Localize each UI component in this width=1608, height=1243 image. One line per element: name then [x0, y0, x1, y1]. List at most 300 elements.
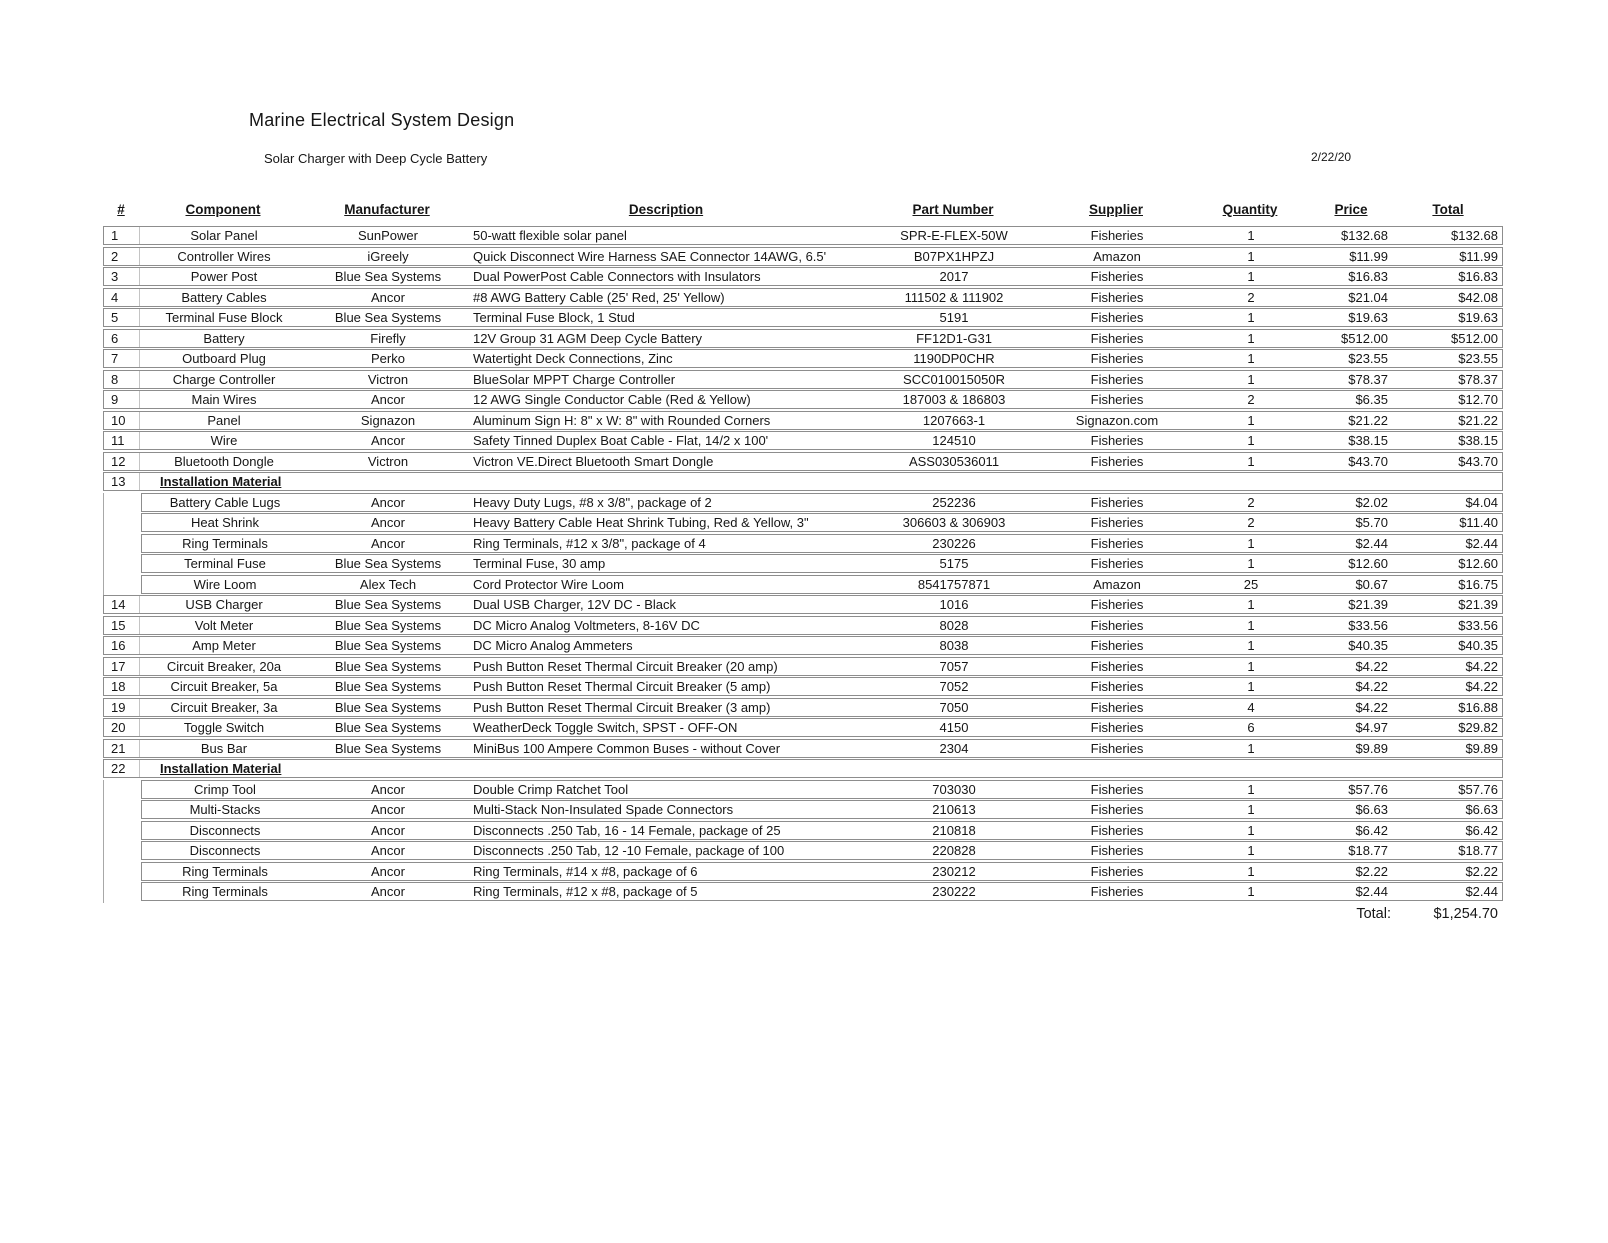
- component-cell: Bus Bar: [200, 740, 248, 756]
- supplier-cell: Fisheries: [1090, 515, 1144, 530]
- manufacturer-cell: Blue Sea Systems: [334, 740, 442, 756]
- quantity-cell: 1: [1247, 679, 1255, 694]
- manufacturer-cell: Victron: [367, 371, 409, 387]
- grand-total-label: Total:: [1356, 906, 1391, 922]
- sub-item-row: [103, 493, 1503, 512]
- supplier-cell: Fisheries: [1090, 351, 1144, 366]
- price-cell: $2.02: [1355, 494, 1388, 510]
- page-subtitle: Solar Charger with Deep Cycle Battery: [264, 151, 488, 166]
- supplier-cell: Fisheries: [1090, 392, 1144, 407]
- row-number-cell: 5: [104, 309, 140, 326]
- price-cell: $4.22: [1355, 658, 1388, 674]
- component-cell: Bluetooth Dongle: [174, 453, 274, 469]
- price-cell: $21.39: [1348, 597, 1388, 612]
- quantity-cell: 1: [1247, 228, 1255, 243]
- indent-spacer: [103, 493, 139, 514]
- price-cell: $40.35: [1348, 638, 1388, 653]
- row-number-cell: 10: [104, 412, 140, 429]
- row-number-cell: 11: [104, 432, 140, 449]
- quantity-cell: 4: [1247, 699, 1255, 715]
- manufacturer-cell: Blue Sea Systems: [334, 679, 442, 694]
- price-cell: $43.70: [1348, 453, 1388, 469]
- supplier-cell: Fisheries: [1090, 822, 1144, 838]
- table-row: [103, 677, 1503, 696]
- row-number-cell: 6: [104, 330, 140, 347]
- price-cell: $38.15: [1348, 433, 1388, 448]
- description-cell: Aluminum Sign H: 8" x W: 8" with Rounded Corners: [473, 412, 771, 428]
- column-header-number: #: [117, 201, 125, 217]
- indent-spacer: [103, 821, 139, 842]
- total-cell: $11.99: [1459, 248, 1498, 264]
- description-cell: Quick Disconnect Wire Harness SAE Connector 14AWG, 6.5': [473, 248, 827, 264]
- table-row: [103, 698, 1503, 717]
- quantity-cell: 1: [1247, 433, 1255, 448]
- supplier-cell: Fisheries: [1090, 638, 1144, 653]
- supplier-cell: Fisheries: [1090, 597, 1144, 612]
- price-cell: $4.97: [1355, 720, 1388, 735]
- total-cell: $78.37: [1458, 371, 1498, 387]
- supplier-cell: Fisheries: [1090, 781, 1144, 797]
- indent-spacer: [103, 862, 139, 883]
- total-cell: $4.04: [1465, 494, 1498, 510]
- part-number-cell: 7052: [939, 679, 969, 694]
- part-number-cell: 210613: [932, 802, 976, 817]
- total-cell: $16.83: [1458, 269, 1498, 284]
- manufacturer-cell: Ancor: [371, 433, 405, 448]
- total-cell: $33.56: [1458, 617, 1498, 633]
- quantity-cell: 1: [1247, 597, 1255, 612]
- description-cell: #8 AWG Battery Cable (25' Red, 25' Yellow): [473, 289, 725, 305]
- manufacturer-cell: Blue Sea Systems: [334, 638, 442, 653]
- row-number-cell: 7: [104, 350, 140, 367]
- manufacturer-cell: Blue Sea Systems: [334, 310, 442, 325]
- manufacturer-cell: Ancor: [371, 289, 405, 305]
- sub-item-row: [103, 841, 1503, 860]
- column-header-quantity: Quantity: [1222, 201, 1278, 217]
- sub-item-row: [103, 780, 1503, 799]
- component-cell: Heat Shrink: [191, 515, 259, 530]
- table-row: [103, 616, 1503, 635]
- price-cell: $6.35: [1355, 392, 1388, 407]
- table-row: [103, 411, 1503, 430]
- component-cell: Multi-Stacks: [189, 802, 261, 817]
- price-cell: $11.99: [1349, 248, 1388, 264]
- price-cell: $2.44: [1355, 535, 1388, 551]
- total-cell: $23.55: [1458, 351, 1498, 366]
- row-number-cell: 17: [104, 658, 140, 675]
- quantity-cell: 1: [1247, 884, 1255, 899]
- price-cell: $512.00: [1341, 330, 1388, 346]
- part-number-cell: 7050: [939, 699, 969, 715]
- table-row: [103, 349, 1503, 368]
- total-cell: $512.00: [1451, 330, 1498, 346]
- component-cell: Volt Meter: [194, 617, 254, 633]
- total-cell: $2.44: [1465, 884, 1498, 899]
- table-row: [103, 288, 1503, 307]
- supplier-cell: Amazon: [1093, 248, 1141, 264]
- description-cell: Multi-Stack Non-Insulated Spade Connectors: [473, 802, 734, 817]
- quantity-cell: 1: [1247, 310, 1255, 325]
- grand-total-value: $1,254.70: [1433, 906, 1498, 922]
- total-cell: $6.63: [1465, 802, 1498, 817]
- part-number-cell: 1016: [939, 597, 969, 612]
- column-header-manufacturer: Manufacturer: [344, 201, 430, 217]
- group-header-row: [103, 472, 1503, 491]
- table-row: [103, 452, 1503, 471]
- quantity-cell: 1: [1247, 658, 1255, 674]
- price-cell: $21.04: [1348, 289, 1388, 305]
- price-cell: $33.56: [1348, 617, 1388, 633]
- part-number-cell: 220828: [932, 843, 976, 858]
- price-cell: $4.22: [1355, 679, 1388, 694]
- manufacturer-cell: Blue Sea Systems: [334, 720, 442, 735]
- manufacturer-cell: Victron: [367, 453, 409, 469]
- part-number-cell: SCC010015050R: [903, 371, 1005, 387]
- table-row: [103, 431, 1503, 450]
- table-header-row: [103, 199, 1503, 219]
- indent-spacer: [103, 800, 139, 821]
- total-cell: $16.88: [1458, 699, 1498, 715]
- part-number-cell: 5191: [939, 310, 969, 325]
- part-number-cell: 5175: [939, 556, 969, 571]
- total-cell: $4.22: [1465, 679, 1498, 694]
- supplier-cell: Fisheries: [1090, 884, 1144, 899]
- sub-item-row: [103, 821, 1503, 840]
- component-cell: Circuit Breaker, 5a: [170, 679, 278, 694]
- column-header-price: Price: [1334, 201, 1368, 217]
- table-row: [103, 247, 1503, 266]
- quantity-cell: 2: [1247, 494, 1255, 510]
- row-number-cell: 3: [104, 268, 140, 285]
- indent-spacer: [103, 882, 139, 903]
- supplier-cell: Fisheries: [1090, 720, 1144, 735]
- quantity-cell: 2: [1247, 392, 1255, 407]
- quantity-cell: 1: [1247, 269, 1255, 284]
- manufacturer-cell: Ancor: [371, 863, 405, 879]
- total-cell: $2.22: [1465, 863, 1498, 879]
- supplier-cell: Fisheries: [1090, 330, 1144, 346]
- total-cell: $21.22: [1458, 412, 1498, 428]
- supplier-cell: Fisheries: [1090, 679, 1144, 694]
- sub-item-row: [103, 800, 1503, 819]
- table-row: [103, 636, 1503, 655]
- total-cell: $12.60: [1458, 556, 1498, 571]
- row-number-cell: 13: [104, 473, 140, 490]
- description-cell: BlueSolar MPPT Charge Controller: [473, 371, 676, 387]
- component-cell: Solar Panel: [190, 228, 258, 243]
- quantity-cell: 1: [1247, 802, 1255, 817]
- column-header-description: Description: [628, 201, 704, 217]
- description-cell: Double Crimp Ratchet Tool: [473, 781, 629, 797]
- total-cell: $21.39: [1458, 597, 1498, 612]
- component-cell: Terminal Fuse: [184, 556, 266, 571]
- component-cell: Controller Wires: [177, 248, 271, 264]
- part-number-cell: FF12D1-G31: [916, 330, 992, 346]
- table-row: [103, 308, 1503, 327]
- supplier-cell: Fisheries: [1090, 617, 1144, 633]
- price-cell: $5.70: [1355, 515, 1388, 530]
- description-cell: Terminal Fuse Block, 1 Stud: [473, 310, 635, 325]
- sub-item-row: [103, 882, 1503, 901]
- price-cell: $6.42: [1355, 822, 1388, 838]
- supplier-cell: Fisheries: [1090, 289, 1144, 305]
- column-header-part-number: Part Number: [912, 201, 994, 217]
- component-cell: Battery Cable Lugs: [169, 494, 281, 510]
- description-cell: Push Button Reset Thermal Circuit Breaker (5 amp): [473, 679, 771, 694]
- description-cell: Heavy Duty Lugs, #8 x 3/8", package of 2: [473, 494, 712, 510]
- grand-total-row: [103, 906, 1503, 922]
- supplier-cell: Signazon.com: [1075, 412, 1159, 428]
- manufacturer-cell: iGreely: [367, 248, 409, 264]
- total-cell: $40.35: [1458, 638, 1498, 653]
- price-cell: $23.55: [1348, 351, 1388, 366]
- sub-item-row: [103, 575, 1503, 594]
- supplier-cell: Fisheries: [1090, 556, 1144, 571]
- sub-item-row: [103, 513, 1503, 532]
- row-number-cell: 4: [104, 289, 140, 306]
- part-number-cell: 1190DP0CHR: [913, 351, 995, 366]
- column-header-total: Total: [1432, 201, 1464, 217]
- part-number-cell: 1207663-1: [922, 412, 986, 428]
- indent-spacer: [103, 575, 139, 596]
- component-cell: Disconnects: [189, 822, 261, 838]
- description-cell: Push Button Reset Thermal Circuit Breaker (3 amp): [473, 699, 771, 715]
- price-cell: $2.22: [1355, 863, 1388, 879]
- quantity-cell: 1: [1247, 351, 1255, 366]
- manufacturer-cell: Ancor: [371, 392, 405, 407]
- price-cell: $18.77: [1348, 843, 1388, 858]
- indent-spacer: [103, 534, 139, 555]
- description-cell: Victron VE.Direct Bluetooth Smart Dongle: [473, 453, 714, 469]
- price-cell: $6.63: [1355, 802, 1388, 817]
- price-cell: $2.44: [1355, 884, 1388, 899]
- component-cell: Panel: [207, 412, 241, 428]
- quantity-cell: 2: [1247, 515, 1255, 530]
- table-row: [103, 329, 1503, 348]
- part-number-cell: 8028: [939, 617, 969, 633]
- description-cell: Ring Terminals, #12 x #8, package of 5: [473, 884, 698, 899]
- price-cell: $132.68: [1341, 228, 1388, 243]
- component-cell: Toggle Switch: [183, 720, 265, 735]
- row-number-cell: 16: [104, 637, 140, 654]
- description-cell: Safety Tinned Duplex Boat Cable - Flat, 14/2 x 100': [473, 433, 769, 448]
- table-row: [103, 657, 1503, 676]
- quantity-cell: 25: [1243, 576, 1259, 592]
- part-number-cell: 7057: [939, 658, 969, 674]
- component-cell: Ring Terminals: [182, 863, 268, 879]
- supplier-cell: Fisheries: [1090, 494, 1144, 510]
- component-cell: Outboard Plug: [182, 351, 266, 366]
- component-cell: Battery Cables: [181, 289, 267, 305]
- part-number-cell: 187003 & 186803: [902, 392, 1006, 407]
- quantity-cell: 1: [1247, 535, 1255, 551]
- total-cell: $29.82: [1458, 720, 1498, 735]
- row-number-cell: 18: [104, 678, 140, 695]
- indent-spacer: [103, 513, 139, 534]
- part-number-cell: 230212: [932, 863, 976, 879]
- supplier-cell: Fisheries: [1090, 699, 1144, 715]
- manufacturer-cell: Ancor: [371, 515, 405, 530]
- document-date: 2/22/20: [1311, 150, 1352, 164]
- component-cell: Crimp Tool: [194, 781, 256, 797]
- table-row: [103, 267, 1503, 286]
- price-cell: $12.60: [1348, 556, 1388, 571]
- sub-item-row: [103, 862, 1503, 881]
- supplier-cell: Fisheries: [1090, 740, 1144, 756]
- row-number-cell: 21: [104, 740, 140, 757]
- column-header-component: Component: [185, 201, 261, 217]
- manufacturer-cell: Blue Sea Systems: [334, 269, 442, 284]
- part-number-cell: 8038: [939, 638, 969, 653]
- quantity-cell: 1: [1247, 781, 1255, 797]
- part-number-cell: SPR-E-FLEX-50W: [900, 228, 1008, 243]
- quantity-cell: 1: [1247, 843, 1255, 858]
- manufacturer-cell: Ancor: [371, 822, 405, 838]
- total-cell: $16.75: [1458, 576, 1498, 592]
- total-cell: $9.89: [1465, 740, 1498, 756]
- table-row: [103, 739, 1503, 758]
- description-cell: Dual USB Charger, 12V DC - Black: [473, 597, 677, 612]
- price-cell: $57.76: [1348, 781, 1388, 797]
- column-header-supplier: Supplier: [1088, 201, 1143, 217]
- price-cell: $78.37: [1348, 371, 1388, 387]
- manufacturer-cell: Ancor: [371, 535, 405, 551]
- description-cell: 12V Group 31 AGM Deep Cycle Battery: [473, 330, 703, 346]
- manufacturer-cell: Ancor: [371, 781, 405, 797]
- total-cell: $6.42: [1465, 822, 1498, 838]
- supplier-cell: Fisheries: [1090, 843, 1144, 858]
- row-number-cell: 19: [104, 699, 140, 716]
- total-cell: $19.63: [1458, 310, 1498, 325]
- description-cell: Heavy Battery Cable Heat Shrink Tubing, Red & Yellow, 3": [473, 515, 809, 530]
- manufacturer-cell: Alex Tech: [359, 576, 417, 592]
- description-cell: WeatherDeck Toggle Switch, SPST - OFF-ON: [473, 720, 738, 735]
- part-number-cell: 124510: [932, 433, 976, 448]
- price-cell: $16.83: [1348, 269, 1388, 284]
- component-cell: Wire: [210, 433, 238, 448]
- description-cell: Disconnects .250 Tab, 12 -10 Female, package of 100: [473, 843, 785, 858]
- price-cell: $19.63: [1348, 310, 1388, 325]
- description-cell: Cord Protector Wire Loom: [473, 576, 624, 592]
- part-number-cell: 2304: [939, 740, 969, 756]
- quantity-cell: 1: [1247, 412, 1255, 428]
- indent-spacer: [103, 780, 139, 801]
- part-number-cell: ASS030536011: [908, 453, 1000, 469]
- component-cell: Wire Loom: [193, 576, 257, 592]
- component-cell: Battery: [203, 330, 245, 346]
- quantity-cell: 1: [1247, 453, 1255, 469]
- description-cell: Ring Terminals, #12 x 3/8", package of 4: [473, 535, 706, 551]
- quantity-cell: 1: [1247, 371, 1255, 387]
- total-cell: $18.77: [1458, 843, 1498, 858]
- manufacturer-cell: Blue Sea Systems: [334, 597, 442, 612]
- part-number-cell: 252236: [932, 494, 976, 510]
- row-number-cell: 9: [104, 391, 140, 408]
- page-title: Marine Electrical System Design: [249, 110, 515, 130]
- quantity-cell: 1: [1247, 740, 1255, 756]
- part-number-cell: 230226: [932, 535, 976, 551]
- supplier-cell: Fisheries: [1090, 228, 1144, 243]
- manufacturer-cell: Ancor: [371, 884, 405, 899]
- sub-item-row: [103, 534, 1503, 553]
- supplier-cell: Fisheries: [1090, 802, 1144, 817]
- table-row: [103, 226, 1503, 245]
- quantity-cell: 1: [1247, 248, 1255, 264]
- price-cell: $9.89: [1355, 740, 1388, 756]
- component-cell: Circuit Breaker, 20a: [166, 658, 282, 674]
- manufacturer-cell: Firefly: [370, 330, 406, 346]
- description-cell: Dual PowerPost Cable Connectors with Insulators: [473, 269, 761, 284]
- supplier-cell: Fisheries: [1090, 433, 1144, 448]
- part-number-cell: 306603 & 306903: [902, 515, 1006, 530]
- manufacturer-cell: Ancor: [371, 843, 405, 858]
- description-cell: Terminal Fuse, 30 amp: [473, 556, 606, 571]
- manufacturer-cell: Blue Sea Systems: [334, 699, 442, 715]
- price-cell: $4.22: [1355, 699, 1388, 715]
- group-header-row: [103, 759, 1503, 778]
- part-number-cell: 8541757871: [917, 576, 991, 592]
- part-number-cell: 2017: [939, 269, 969, 284]
- row-number-cell: 8: [104, 371, 140, 388]
- quantity-cell: 1: [1247, 556, 1255, 571]
- description-cell: 12 AWG Single Conductor Cable (Red & Yellow): [473, 392, 751, 407]
- part-number-cell: 4150: [939, 720, 969, 735]
- component-cell: Amp Meter: [192, 638, 256, 653]
- description-cell: MiniBus 100 Ampere Common Buses - without Cover: [473, 740, 781, 756]
- supplier-cell: Fisheries: [1090, 658, 1144, 674]
- quantity-cell: 1: [1247, 330, 1255, 346]
- component-cell: Ring Terminals: [182, 535, 268, 551]
- component-cell: Main Wires: [191, 392, 257, 407]
- quantity-cell: 1: [1247, 638, 1255, 653]
- supplier-cell: Fisheries: [1090, 310, 1144, 325]
- manufacturer-cell: Blue Sea Systems: [334, 617, 442, 633]
- part-number-cell: 210818: [932, 822, 976, 838]
- group-title: Installation Material: [160, 474, 282, 489]
- total-cell: $43.70: [1458, 453, 1498, 469]
- row-number-cell: 12: [104, 453, 140, 470]
- total-cell: $38.15: [1458, 433, 1498, 448]
- total-cell: $57.76: [1458, 781, 1498, 797]
- part-number-cell: 111502 & 111902: [904, 289, 1004, 305]
- part-number-cell: 703030: [932, 781, 976, 797]
- row-number-cell: 2: [104, 248, 140, 265]
- indent-spacer: [103, 841, 139, 862]
- manufacturer-cell: Signazon: [360, 412, 416, 428]
- sub-item-row: [103, 554, 1503, 573]
- manufacturer-cell: Perko: [371, 351, 405, 366]
- parts-table-body: [103, 226, 1503, 901]
- manufacturer-cell: Blue Sea Systems: [334, 658, 442, 674]
- component-cell: Terminal Fuse Block: [165, 310, 283, 325]
- description-cell: Watertight Deck Connections, Zinc: [473, 351, 673, 366]
- row-number-cell: 15: [104, 617, 140, 634]
- manufacturer-cell: SunPower: [358, 228, 418, 243]
- component-cell: Disconnects: [189, 843, 261, 858]
- row-number-cell: 1: [104, 227, 140, 244]
- row-number-cell: 20: [104, 719, 140, 736]
- supplier-cell: Fisheries: [1090, 269, 1144, 284]
- manufacturer-cell: Ancor: [371, 494, 405, 510]
- component-cell: Circuit Breaker, 3a: [170, 699, 278, 715]
- total-cell: $12.70: [1458, 392, 1498, 407]
- total-cell: $11.40: [1459, 515, 1498, 530]
- description-cell: 50-watt flexible solar panel: [473, 228, 627, 243]
- quantity-cell: 6: [1247, 720, 1255, 735]
- component-cell: Power Post: [190, 269, 258, 284]
- supplier-cell: Fisheries: [1090, 863, 1144, 879]
- price-cell: $21.22: [1348, 412, 1388, 428]
